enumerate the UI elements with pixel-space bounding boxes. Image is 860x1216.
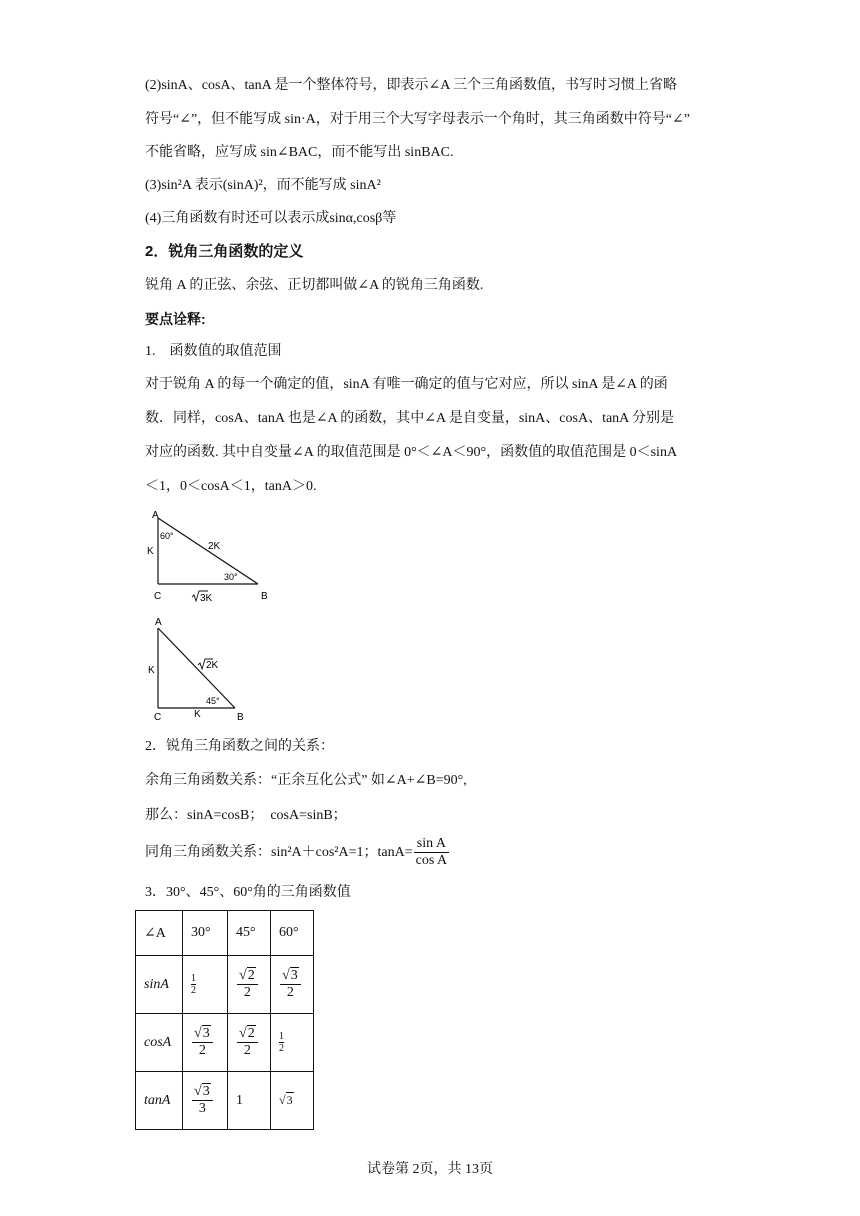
fig2-vertex-a: A: [155, 617, 162, 628]
table-header-cell: 30°: [183, 911, 228, 956]
table-cell: √3: [271, 1072, 314, 1130]
item-1-line-4: ＜1，0＜cosA＜1，tanA＞0.: [145, 479, 317, 494]
tan-fraction-denominator: cos A: [415, 853, 448, 869]
item-2-title: 2．锐角三角函数之间的关系：: [145, 739, 334, 754]
triangle-30-60-figure: [145, 508, 280, 608]
fig2-side-ab-label: [198, 659, 219, 671]
item-1-line-3: 对应的函数. 其中自变量∠A 的取值范围是 0°＜∠A＜90°，函数值的取值范围是 0＜sinA: [145, 445, 678, 460]
tan-fraction: [414, 836, 450, 869]
fig2-side-ac: K: [148, 665, 155, 676]
table-header-cell: ∠A: [136, 911, 183, 956]
paragraph-3: (3)sin²A 表示(sinA)²，而不能写成 sinA²: [145, 178, 381, 193]
item-1-line-2: 数．同样，cosA、tanA 也是∠A 的函数，其中∠A 是自变量，sinA、cosA、tanA 分别是: [145, 411, 675, 426]
item-2-line-2: 那么：sinA=cosB； cosA=sinB；: [145, 808, 347, 823]
fig1-angle-b: 30°: [224, 572, 238, 582]
paragraph-2-line-1: (2)sinA、cosA、tanA 是一个整体符号，即表示∠A 三个三角函数值，书写时习惯上省略: [145, 78, 678, 93]
table-cell: $\frac{√3}{2}$: [271, 956, 314, 1014]
fig1-side-bc-label: [192, 591, 213, 604]
fig2-vertex-b: B: [237, 712, 244, 723]
table-header-cell: 45°: [228, 911, 271, 956]
item-2-line-1: 余角三角函数关系：“正余互化公式” 如∠A+∠B=90°,: [145, 773, 467, 788]
svg-text:3K: 3K: [200, 593, 213, 604]
row-label: tanA: [136, 1072, 183, 1130]
fig1-side-ab: 2K: [208, 541, 221, 552]
item-1-title: 1. 函数值的取值范围: [145, 344, 282, 359]
table-cell: $\frac{√2}{2}$: [228, 1014, 271, 1072]
table-row: [136, 1014, 314, 1072]
item-2-line-3: [145, 834, 450, 872]
table-header-cell: 60°: [271, 911, 314, 956]
paragraph-2-line-3: 不能省略，应写成 sin∠BAC，而不能写出 sinBAC.: [145, 145, 454, 160]
table-cell: $\frac{√2}{2}$: [228, 956, 271, 1014]
fig1-vertex-b: B: [261, 591, 268, 602]
paragraph-4: (4)三角函数有时还可以表示成sinα,cosβ等: [145, 211, 397, 226]
fig1-vertex-a: A: [152, 510, 159, 521]
table-cell: $\frac{√3}{3}$: [183, 1072, 228, 1130]
table-cell: $\frac{1}{2}$: [183, 956, 228, 1014]
row-label: sinA: [136, 956, 183, 1014]
fig1-side-ac: K: [147, 546, 154, 557]
table-cell: $\frac{1}{2}$: [271, 1014, 314, 1072]
row-label: cosA: [136, 1014, 183, 1072]
table-cell: 1: [228, 1072, 271, 1130]
table-row: [136, 956, 314, 1014]
table-cell: $\frac{√3}{2}$: [183, 1014, 228, 1072]
table-row: [136, 1072, 314, 1130]
item-2-line-3-prefix: 同角三角函数关系：sin²A＋cos²A=1；tanA=: [145, 845, 413, 860]
fig1-vertex-c: C: [154, 591, 162, 602]
fig1-angle-a: 60°: [160, 531, 174, 541]
tan-fraction-numerator: sin A: [414, 836, 450, 853]
fig2-side-bc: K: [194, 709, 201, 720]
section-heading-2: 2．锐角三角函数的定义: [145, 243, 304, 260]
key-points-label: 要点诠释:: [145, 311, 206, 327]
item-3-title: 3．30°、45°、60°角的三角函数值: [145, 885, 351, 900]
special-angles-table: [135, 910, 314, 1130]
fig2-angle-b: 45°: [206, 696, 220, 706]
paragraph-2-line-2: 符号“∠”，但不能写成 sin·A，对于用三个大写字母表示一个角时，其三角函数中符号“∠”: [145, 112, 690, 127]
page-footer: 试卷第 2页，共 13页: [367, 1162, 493, 1177]
table-header-row: [136, 911, 314, 956]
fig2-vertex-c: C: [154, 712, 162, 723]
svg-text:2K: 2K: [206, 660, 219, 671]
item-1-line-1: 对于锐角 A 的每一个确定的值，sinA 有唯一确定的值与它对应，所以 sinA 是∠A 的函: [145, 377, 668, 392]
triangle-45-figure: [145, 615, 255, 725]
definition-text: 锐角 A 的正弦、余弦、正切都叫做∠A 的锐角三角函数.: [145, 278, 484, 293]
